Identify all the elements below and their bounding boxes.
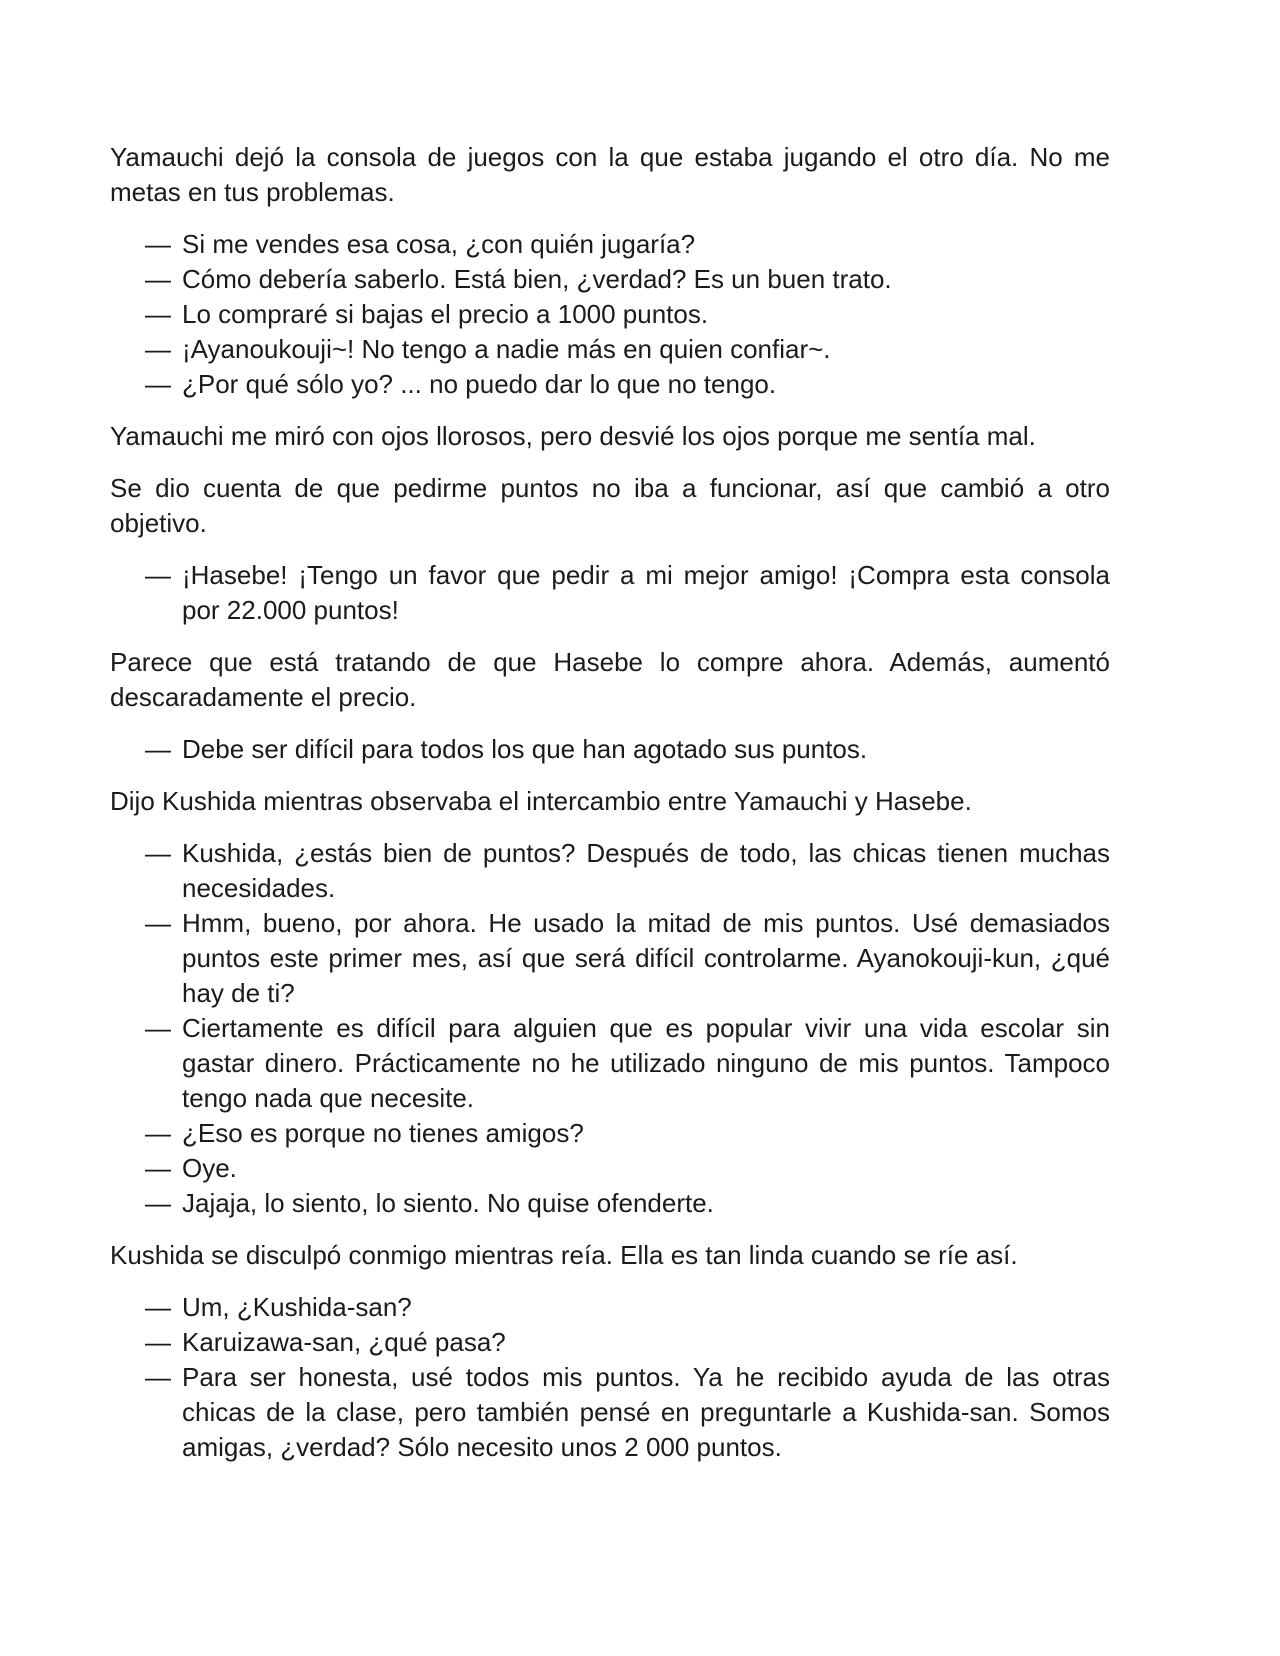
- em-dash: —: [145, 908, 171, 938]
- dialogue-text: ¡Ayanoukouji~! No tengo a nadie más en quien confiar~.: [182, 334, 831, 364]
- dialogue-text: Debe ser difícil para todos los que han agotado sus puntos.: [182, 734, 868, 764]
- dialogue-text: Um, ¿Kushida-san?: [182, 1292, 412, 1322]
- dialogue-line: [145, 1011, 1110, 1116]
- em-dash: —: [145, 299, 171, 329]
- dialogue-line: [145, 367, 1110, 402]
- dialogue-line: [145, 297, 1110, 332]
- dialogue-text: Kushida, ¿estás bien de puntos? Después de todo, las chicas tienen muchas necesidades.: [182, 838, 1110, 903]
- dialogue-text: Cómo debería saberlo. Está bien, ¿verdad? Es un buen trato.: [182, 264, 892, 294]
- dialogue-text: Oye.: [182, 1153, 237, 1183]
- dialogue-text: Lo compraré si bajas el precio a 1000 puntos.: [182, 299, 709, 329]
- dialogue-line: [145, 1116, 1110, 1151]
- dialogue-line: [145, 836, 1110, 906]
- paragraph: Kushida se disculpó conmigo mientras reía. Ella es tan linda cuando se ríe así.: [110, 1240, 1018, 1270]
- em-dash: —: [145, 1153, 171, 1183]
- dialogue-text: Karuizawa-san, ¿qué pasa?: [182, 1327, 506, 1357]
- em-dash: —: [145, 264, 171, 294]
- paragraph: Se dio cuenta de que pedirme puntos no iba a funcionar, así que cambió a otro objetivo.: [110, 473, 1110, 538]
- dialogue-text: ¿Eso es porque no tienes amigos?: [182, 1118, 584, 1148]
- em-dash: —: [145, 369, 171, 399]
- paragraph: Parece que está tratando de que Hasebe lo compre ahora. Además, aumentó descaradamente el precio.: [110, 647, 1110, 712]
- em-dash: —: [145, 229, 171, 259]
- dialogue-block: [110, 732, 1110, 767]
- dialogue-block: [110, 836, 1110, 1221]
- dialogue-line: [145, 1151, 1110, 1186]
- em-dash: —: [145, 838, 171, 868]
- dialogue-block: [110, 558, 1110, 628]
- dialogue-text: Hmm, bueno, por ahora. He usado la mitad de mis puntos. Usé demasiados puntos este primer mes, así que será difícil controlarme. Ayanokouji-kun, ¿qué hay de ti?: [182, 908, 1110, 1008]
- dialogue-line: [145, 227, 1110, 262]
- dialogue-line: [145, 1360, 1110, 1465]
- em-dash: —: [145, 1327, 171, 1357]
- dialogue-block: [110, 227, 1110, 402]
- dialogue-text: Para ser honesta, usé todos mis puntos. Ya he recibido ayuda de las otras chicas de la clase, pero también pensé en preguntarle a Kushida-san. Somos amigas, ¿verdad? Sólo necesito unos 2 000 puntos.: [182, 1362, 1110, 1462]
- dialogue-line: [145, 1325, 1110, 1360]
- paragraph: Yamauchi me miró con ojos llorosos, pero desvié los ojos porque me sentía mal.: [110, 421, 1036, 451]
- em-dash: —: [145, 1013, 171, 1043]
- em-dash: —: [145, 560, 171, 590]
- em-dash: —: [145, 1292, 171, 1322]
- paragraph: Yamauchi dejó la consola de juegos con la que estaba jugando el otro día. No me metas en tus problemas.: [110, 142, 1110, 207]
- dialogue-block: [110, 1290, 1110, 1465]
- dialogue-text: ¡Hasebe! ¡Tengo un favor que pedir a mi mejor amigo! ¡Compra esta consola por 22.000 puntos!: [182, 560, 1110, 625]
- dialogue-text: Jajaja, lo siento, lo siento. No quise ofenderte.: [182, 1188, 714, 1218]
- dialogue-line: [145, 1290, 1110, 1325]
- dialogue-line: [145, 558, 1110, 628]
- dialogue-line: [145, 262, 1110, 297]
- dialogue-line: [145, 906, 1110, 1011]
- paragraph: Dijo Kushida mientras observaba el intercambio entre Yamauchi y Hasebe.: [110, 786, 972, 816]
- em-dash: —: [145, 334, 171, 364]
- dialogue-text: Si me vendes esa cosa, ¿con quién jugaría?: [182, 229, 696, 259]
- em-dash: —: [145, 1188, 171, 1218]
- dialogue-line: [145, 732, 1110, 767]
- dialogue-text: Ciertamente es difícil para alguien que es popular vivir una vida escolar sin gastar dinero. Prácticamente no he utilizado ninguno de mis puntos. Tampoco tengo nada que necesite.: [182, 1013, 1110, 1113]
- dialogue-text: ¿Por qué sólo yo? ... no puedo dar lo que no tengo.: [182, 369, 777, 399]
- em-dash: —: [145, 1362, 171, 1392]
- em-dash: —: [145, 1118, 171, 1148]
- em-dash: —: [145, 734, 171, 764]
- dialogue-line: [145, 332, 1110, 367]
- dialogue-line: [145, 1186, 1110, 1221]
